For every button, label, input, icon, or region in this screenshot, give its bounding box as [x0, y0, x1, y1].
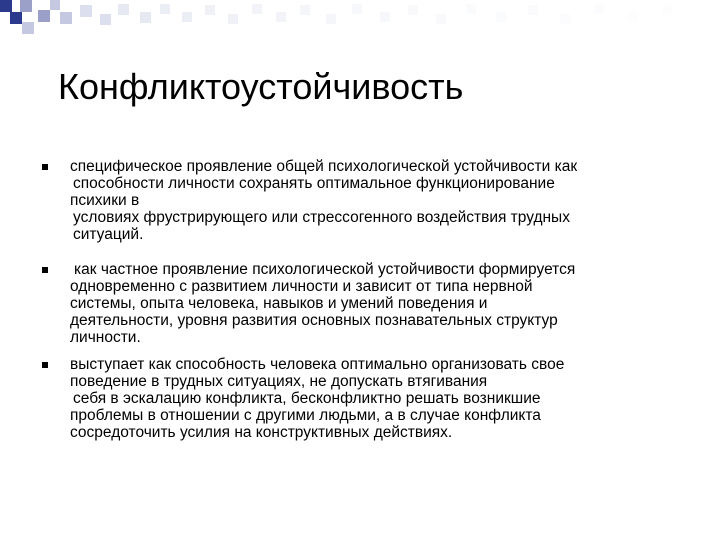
bullet-text-line: проблемы в отношении с другими людьми, а в случае конфликта: [70, 407, 541, 424]
deco-square: [140, 12, 151, 23]
deco-square: [326, 14, 336, 24]
bullet-text-line: как частное проявление психологической устойчивости формируется: [74, 261, 576, 278]
bullet-text-line: условиях фрустрирующего или стрессогенного воздействия трудных: [73, 209, 570, 226]
deco-square: [560, 14, 570, 24]
deco-square: [628, 12, 638, 22]
bullet-item: [0, 261, 720, 356]
bullet-text-line: психики в: [70, 192, 140, 209]
bullet-text-line: способности личности сохранять оптимальное функционирование: [73, 175, 555, 192]
deco-square: [496, 12, 506, 22]
deco-square: [228, 14, 238, 24]
square-bullet-icon: [42, 164, 48, 170]
header-decoration: [0, 0, 720, 40]
deco-square: [352, 4, 362, 14]
bullet-item: [0, 356, 720, 451]
bullet-text-line: системы, опыта человека, навыков и умений поведения и: [70, 295, 488, 312]
deco-square: [100, 14, 111, 25]
deco-square: [80, 5, 92, 17]
bullet-text-line: выступает как способность человека оптимально организовать свое: [70, 356, 565, 373]
deco-square: [20, 0, 32, 12]
deco-square: [594, 4, 604, 14]
deco-square: [0, 0, 12, 12]
deco-square: [408, 5, 418, 15]
bullet-text-line: личности.: [70, 329, 141, 346]
bullet-text-line: специфическое проявление общей психологической устойчивости как: [70, 158, 578, 175]
deco-square: [22, 22, 34, 34]
deco-square: [300, 5, 310, 15]
deco-square: [380, 12, 390, 22]
bullet-text-line: себя в эскалацию конфликта, бесконфликтно решать возникшие: [73, 390, 541, 407]
bullet-text-line: поведение в трудных ситуациях, не допускать втягивания: [70, 373, 488, 390]
bullet-text-line: сосредоточить усилия на конструктивных действиях.: [70, 424, 453, 441]
square-bullet-icon: [42, 362, 48, 368]
deco-square: [528, 5, 538, 15]
deco-square: [182, 12, 192, 22]
bullet-item: [0, 158, 720, 261]
deco-square: [205, 5, 215, 15]
deco-square: [38, 10, 50, 22]
square-bullet-icon: [42, 267, 48, 273]
slide-title: Конфликтоустойчивость: [58, 66, 464, 107]
deco-square: [466, 4, 476, 14]
deco-square: [50, 0, 60, 10]
deco-square: [252, 4, 262, 14]
bullet-text-line: ситуаций.: [73, 226, 144, 243]
bullet-text-line: деятельности, уровня развития основных познавательных структур: [70, 312, 558, 329]
deco-square: [10, 12, 22, 24]
deco-square: [436, 14, 446, 24]
deco-square: [60, 12, 72, 24]
deco-square: [160, 4, 170, 14]
deco-square: [118, 4, 129, 15]
bullet-text-line: одновременно с развитием личности и зависит от типа нервной: [70, 278, 533, 295]
deco-square: [662, 5, 672, 15]
deco-square: [276, 12, 286, 22]
bullet-list: [0, 158, 720, 451]
